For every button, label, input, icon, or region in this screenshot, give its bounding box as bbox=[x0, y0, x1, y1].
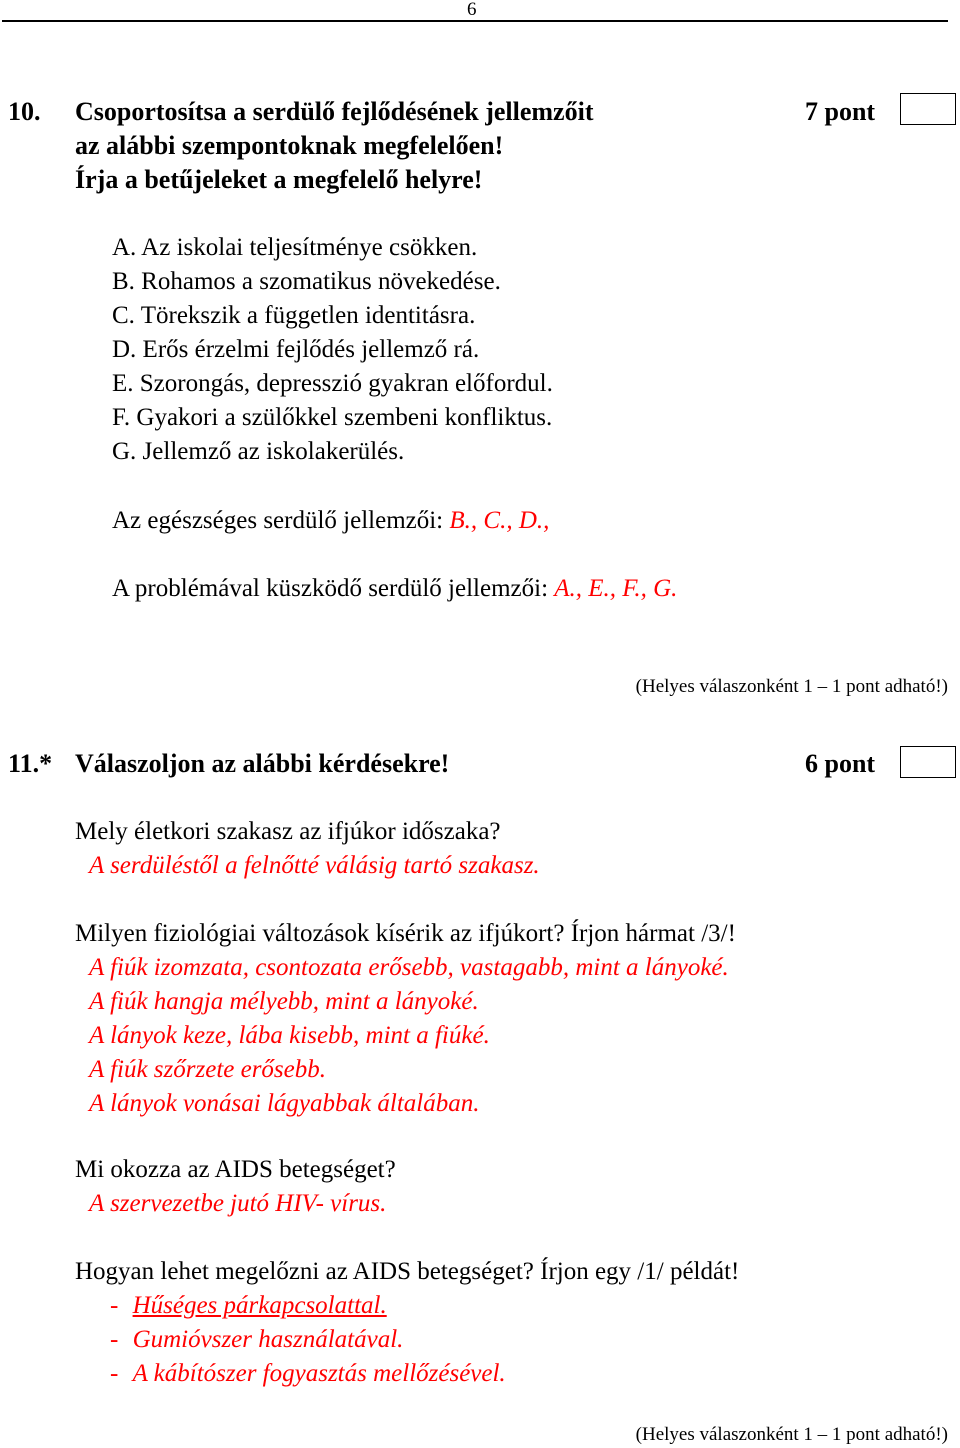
q10-problem-answer: A., E., F., G. bbox=[554, 575, 678, 602]
q10-title-line-1: Csoportosítsa a serdülő fejlődésének jellemzőit bbox=[75, 97, 594, 126]
q11-answer-2-2: A fiúk hangja mélyebb, mint a lányoké. bbox=[89, 988, 479, 1015]
q11-answer-2-4: A fiúk szőrzete erősebb. bbox=[89, 1056, 327, 1083]
header-rule bbox=[2, 20, 948, 22]
q10-item-c: C. Törekszik a független identitásra. bbox=[112, 302, 476, 329]
q10-healthy-answer: B., C., D., bbox=[449, 507, 550, 534]
q11-answer-2-3: A lányok keze, lába kisebb, mint a fiúké. bbox=[89, 1022, 490, 1049]
q11-answer-2-1: A fiúk izomzata, csontozata erősebb, vastagabb, mint a lányoké. bbox=[89, 954, 729, 981]
q11-answer-4-1-row bbox=[110, 1293, 387, 1318]
q11-answer-4-3: A kábítószer fogyasztás mellőzésével. bbox=[132, 1360, 506, 1387]
q11-number: 11.* bbox=[8, 749, 53, 778]
q10-title-line-3: Írja a betűjeleket a megfelelő helyre! bbox=[75, 165, 483, 194]
q10-scoring-note: (Helyes válaszonként 1 – 1 pont adható!) bbox=[635, 676, 948, 697]
q11-answer-2-5: A lányok vonásai lágyabbak általában. bbox=[89, 1090, 480, 1117]
q10-item-e: E. Szorongás, depresszió gyakran előfordul. bbox=[112, 370, 553, 397]
q11-answer-1: A serdüléstől a felnőtté válásig tartó szakasz. bbox=[89, 852, 540, 879]
q11-question-3: Mi okozza az AIDS betegséget? bbox=[75, 1156, 396, 1183]
q11-question-4: Hogyan lehet megelőzni az AIDS betegséget? Írjon egy /1/ példát! bbox=[75, 1258, 740, 1285]
q11-answer-4-1: Hűséges párkapcsolattal. bbox=[132, 1292, 387, 1319]
q11-title: Válaszoljon az alábbi kérdésekre! bbox=[75, 749, 450, 778]
q11-answer-4-2-dash: - bbox=[110, 1326, 119, 1353]
q11-answer-4-1-dash: - bbox=[110, 1292, 119, 1319]
q10-number: 10. bbox=[8, 97, 41, 126]
q10-problem-label: A problémával küszködő serdülő jellemzői: bbox=[112, 575, 555, 602]
q11-question-2: Milyen fiziológiai változások kísérik az ifjúkort? Írjon hármat /3/! bbox=[75, 920, 736, 947]
q11-scoring-note: (Helyes válaszonként 1 – 1 pont adható!) bbox=[635, 1424, 948, 1445]
q11-answer-4-3-dash: - bbox=[110, 1360, 119, 1387]
page-number: 6 bbox=[467, 0, 477, 20]
q11-answer-4-2-row bbox=[110, 1327, 403, 1352]
q10-points: 7 pont bbox=[805, 97, 876, 126]
q11-answer-3: A szervezetbe jutó HIV- vírus. bbox=[89, 1190, 387, 1217]
q10-healthy-row bbox=[112, 508, 549, 533]
q10-score-box[interactable] bbox=[900, 93, 956, 125]
q10-item-g: G. Jellemző az iskolakerülés. bbox=[112, 438, 405, 465]
q11-answer-4-2: Gumióvszer használatával. bbox=[132, 1326, 404, 1353]
q11-question-1: Mely életkori szakasz az ifjúkor időszaka? bbox=[75, 818, 501, 845]
q10-item-b: B. Rohamos a szomatikus növekedése. bbox=[112, 268, 501, 295]
q10-healthy-label: Az egészséges serdülő jellemzői: bbox=[112, 507, 450, 534]
q10-item-a: A. Az iskolai teljesítménye csökken. bbox=[112, 234, 478, 261]
q10-item-d: D. Erős érzelmi fejlődés jellemző rá. bbox=[112, 336, 480, 363]
q10-problem-row bbox=[112, 576, 677, 601]
q11-points: 6 pont bbox=[805, 749, 876, 778]
q11-score-box[interactable] bbox=[900, 746, 956, 778]
q11-answer-4-3-row bbox=[110, 1361, 506, 1386]
q10-item-f: F. Gyakori a szülőkkel szembeni konfliktus. bbox=[112, 404, 553, 431]
q10-title-line-2: az alábbi szempontoknak megfelelően! bbox=[75, 131, 504, 160]
